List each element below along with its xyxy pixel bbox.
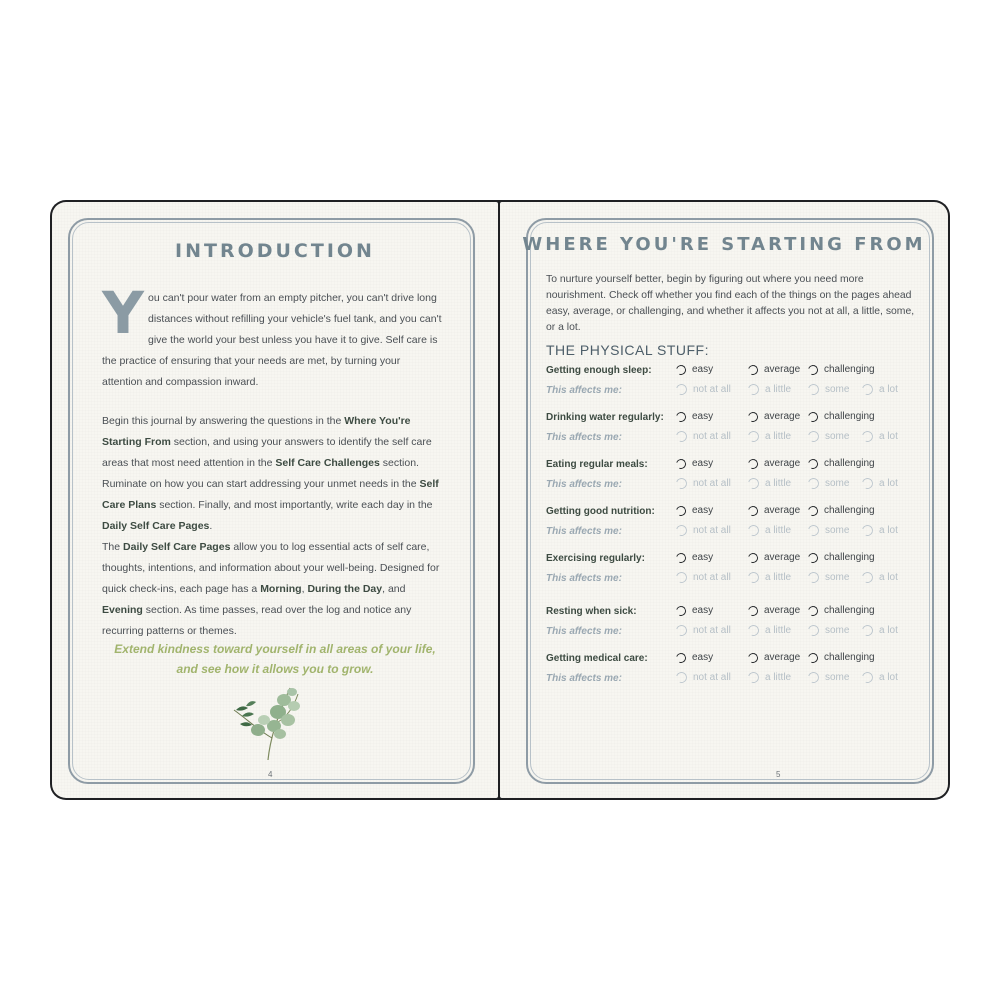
p2-bold-where-starting: Where You're Starting From <box>102 415 411 448</box>
checkbox-circle-icon[interactable] <box>806 623 821 638</box>
quote-line-2: and see how it allows you to grow. <box>176 662 374 676</box>
checkbox-circle-icon[interactable] <box>746 670 761 685</box>
checkbox-circle-icon[interactable] <box>806 504 819 517</box>
affects-label: This affects me: <box>546 673 622 684</box>
affects-option-label: some <box>825 478 850 489</box>
item-label: Drinking water regularly: <box>546 412 664 423</box>
journal-spread <box>50 200 950 800</box>
affects-option-some[interactable] <box>808 572 849 583</box>
affects-option-some[interactable] <box>808 431 849 442</box>
affects-option-not-at-all[interactable] <box>676 572 731 583</box>
rating-option-challenging[interactable] <box>808 411 875 422</box>
checkbox-circle-icon[interactable] <box>806 604 819 617</box>
rating-option-average[interactable] <box>748 364 800 375</box>
checkbox-circle-icon[interactable] <box>746 429 761 444</box>
rating-option-label: easy <box>692 552 714 563</box>
affects-option-label: a little <box>765 672 792 683</box>
physical-stuff-title: THE PHYSICAL STUFF: <box>546 342 710 358</box>
affects-option-a-lot[interactable] <box>862 478 898 489</box>
p3-text-4: , and <box>382 583 406 595</box>
checkbox-circle-icon[interactable] <box>860 476 875 491</box>
affects-label: This affects me: <box>546 479 622 490</box>
rating-option-label: average <box>764 652 801 663</box>
checkbox-circle-icon[interactable] <box>674 476 689 491</box>
affects-option-a-little[interactable] <box>748 625 791 636</box>
checkbox-circle-icon[interactable] <box>746 410 759 423</box>
rating-option-easy[interactable] <box>676 364 713 375</box>
p2-text-1: Begin this journal by answering the questions in the <box>102 415 345 427</box>
checkbox-circle-icon[interactable] <box>674 604 687 617</box>
rating-option-easy[interactable] <box>676 505 713 516</box>
rating-option-easy[interactable] <box>676 458 713 469</box>
p2-bold-challenges: Self Care Challenges <box>275 457 380 469</box>
affects-option-label: a little <box>765 478 792 489</box>
affects-option-label: not at all <box>693 384 731 395</box>
rating-option-label: average <box>764 364 801 375</box>
rating-option-average[interactable] <box>748 652 800 663</box>
page-number-right: 5 <box>776 770 781 779</box>
affects-option-not-at-all[interactable] <box>676 384 731 395</box>
checkbox-circle-icon[interactable] <box>746 457 759 470</box>
affects-option-label: a lot <box>879 525 898 536</box>
rating-option-label: easy <box>692 411 714 422</box>
affects-option-label: a little <box>765 384 792 395</box>
rating-option-challenging[interactable] <box>808 505 875 516</box>
rating-option-label: challenging <box>824 552 875 563</box>
checklist-row-resting <box>546 603 926 623</box>
affects-option-some[interactable] <box>808 672 849 683</box>
rating-option-average[interactable] <box>748 505 800 516</box>
affects-option-label: not at all <box>693 572 731 583</box>
checkbox-circle-icon[interactable] <box>806 476 821 491</box>
checkbox-circle-icon[interactable] <box>674 551 687 564</box>
p3-bold-evening: Evening <box>102 604 143 616</box>
p3-text-2: allow you to log essential acts of self care, thoughts, intentions, and information about your well-being. Designed for quick check-ins, each page has a <box>102 541 440 595</box>
checkbox-circle-icon[interactable] <box>860 670 875 685</box>
eucalyptus-sprig-icon <box>228 680 318 762</box>
affects-option-a-lot[interactable] <box>862 572 898 583</box>
checkbox-circle-icon[interactable] <box>860 570 875 585</box>
item-label: Getting enough sleep: <box>546 365 652 376</box>
rating-option-label: easy <box>692 652 714 663</box>
checkbox-circle-icon[interactable] <box>806 429 821 444</box>
affects-option-not-at-all[interactable] <box>676 525 731 536</box>
rating-option-challenging[interactable] <box>808 652 875 663</box>
checklist-row-sleep <box>546 362 926 382</box>
p3-text-1: The <box>102 541 124 553</box>
affects-option-label: a little <box>765 525 792 536</box>
affects-option-label: a little <box>765 572 792 583</box>
rating-option-label: average <box>764 458 801 469</box>
rating-option-label: easy <box>692 505 714 516</box>
quote-line-1: Extend kindness toward yourself in all areas of your life, <box>114 642 436 656</box>
checkbox-circle-icon[interactable] <box>674 429 689 444</box>
affects-option-a-little[interactable] <box>748 384 791 395</box>
checkbox-circle-icon[interactable] <box>746 504 759 517</box>
checklist-row-water <box>546 409 926 429</box>
checkbox-circle-icon[interactable] <box>746 523 761 538</box>
affects-row-water <box>546 429 926 449</box>
checklist-row-nutrition <box>546 503 926 523</box>
checkbox-circle-icon[interactable] <box>746 476 761 491</box>
rating-option-label: average <box>764 411 801 422</box>
checkbox-circle-icon[interactable] <box>674 363 687 376</box>
p3-text-3: , <box>301 583 308 595</box>
checkbox-circle-icon[interactable] <box>674 651 687 664</box>
affects-option-some[interactable] <box>808 478 849 489</box>
checkbox-circle-icon[interactable] <box>674 670 689 685</box>
rating-option-label: easy <box>692 605 714 616</box>
checkbox-circle-icon[interactable] <box>746 551 759 564</box>
checkbox-circle-icon[interactable] <box>860 523 875 538</box>
checkbox-circle-icon[interactable] <box>806 651 819 664</box>
introduction-title: INTRODUCTION <box>175 240 375 262</box>
checklist-row-exercise <box>546 550 926 570</box>
affects-option-label: not at all <box>693 625 731 636</box>
rating-option-label: challenging <box>824 605 875 616</box>
checkbox-circle-icon[interactable] <box>746 623 761 638</box>
p2-text-5: . <box>209 520 213 532</box>
affects-option-a-little[interactable] <box>748 478 791 489</box>
affects-option-not-at-all[interactable] <box>676 478 731 489</box>
checkbox-circle-icon[interactable] <box>746 651 759 664</box>
intro-paragraph-3 <box>102 537 442 642</box>
checklist-row-medical <box>546 650 926 670</box>
checkbox-circle-icon[interactable] <box>806 670 821 685</box>
rating-option-average[interactable] <box>748 411 800 422</box>
affects-option-a-lot[interactable] <box>862 384 898 395</box>
rating-option-challenging[interactable] <box>808 364 875 375</box>
rating-option-easy[interactable] <box>676 652 713 663</box>
affects-option-not-at-all[interactable] <box>676 672 731 683</box>
affects-option-label: a lot <box>879 384 898 395</box>
checkbox-circle-icon[interactable] <box>806 551 819 564</box>
p2-text-4: section. Finally, and most importantly, write each day in the <box>156 499 433 511</box>
affects-option-some[interactable] <box>808 625 849 636</box>
rating-option-label: average <box>764 505 801 516</box>
drop-cap: Y <box>102 279 144 347</box>
affects-option-not-at-all[interactable] <box>676 625 731 636</box>
affects-label: This affects me: <box>546 573 622 584</box>
affects-option-label: some <box>825 431 850 442</box>
affects-option-label: some <box>825 625 850 636</box>
checkbox-circle-icon[interactable] <box>746 363 759 376</box>
affects-option-label: a little <box>765 431 792 442</box>
checkbox-circle-icon[interactable] <box>674 410 687 423</box>
affects-option-label: some <box>825 672 850 683</box>
p2-bold-plans: Self Care Plans <box>102 478 439 511</box>
affects-option-label: a lot <box>879 672 898 683</box>
affects-option-label: a lot <box>879 572 898 583</box>
rating-option-label: average <box>764 552 801 563</box>
checkbox-circle-icon[interactable] <box>674 623 689 638</box>
rating-option-average[interactable] <box>748 458 800 469</box>
checkbox-circle-icon[interactable] <box>746 382 761 397</box>
affects-option-a-lot[interactable] <box>862 625 898 636</box>
affects-row-exercise <box>546 570 926 590</box>
kindness-quote <box>92 639 458 679</box>
rating-option-label: challenging <box>824 652 875 663</box>
checkbox-circle-icon[interactable] <box>674 523 689 538</box>
affects-row-sleep <box>546 382 926 402</box>
affects-option-label: a lot <box>879 625 898 636</box>
checkbox-circle-icon[interactable] <box>674 457 687 470</box>
affects-option-label: some <box>825 525 850 536</box>
rating-option-label: average <box>764 605 801 616</box>
checkbox-circle-icon[interactable] <box>806 457 819 470</box>
affects-row-nutrition <box>546 523 926 543</box>
intro-paragraph-2 <box>102 411 442 537</box>
affects-option-label: a lot <box>879 431 898 442</box>
p2-bold-daily-pages: Daily Self Care Pages <box>102 520 210 532</box>
item-label: Exercising regularly: <box>546 553 645 564</box>
page-number-left: 4 <box>268 770 273 779</box>
affects-option-a-little[interactable] <box>748 672 791 683</box>
affects-option-label: not at all <box>693 672 731 683</box>
checkbox-circle-icon[interactable] <box>860 623 875 638</box>
affects-option-a-lot[interactable] <box>862 431 898 442</box>
affects-row-meals <box>546 476 926 496</box>
affects-option-label: not at all <box>693 525 731 536</box>
rating-option-challenging[interactable] <box>808 552 875 563</box>
affects-option-label: some <box>825 572 850 583</box>
right-page <box>500 202 948 798</box>
rating-option-label: challenging <box>824 505 875 516</box>
checklist-row-meals <box>546 456 926 476</box>
rating-option-challenging[interactable] <box>808 605 875 616</box>
affects-option-some[interactable] <box>808 384 849 395</box>
affects-option-a-little[interactable] <box>748 525 791 536</box>
p2-text-3: section. Ruminate on how you can start addressing your unmet needs in the <box>102 457 420 490</box>
p3-bold-daily-pages: Daily Self Care Pages <box>123 541 231 553</box>
checkbox-circle-icon[interactable] <box>860 429 875 444</box>
affects-option-label: not at all <box>693 431 731 442</box>
affects-option-a-little[interactable] <box>748 431 791 442</box>
affects-label: This affects me: <box>546 385 622 396</box>
item-label: Getting medical care: <box>546 653 648 664</box>
rating-option-label: challenging <box>824 458 875 469</box>
affects-option-a-lot[interactable] <box>862 672 898 683</box>
p3-text-5: section. As time passes, read over the log and notice any recurring patterns or themes. <box>102 604 412 637</box>
rating-option-label: easy <box>692 458 714 469</box>
affects-option-label: not at all <box>693 478 731 489</box>
checkbox-circle-icon[interactable] <box>746 604 759 617</box>
affects-row-resting <box>546 623 926 643</box>
rating-option-easy[interactable] <box>676 552 713 563</box>
rating-option-average[interactable] <box>748 552 800 563</box>
affects-label: This affects me: <box>546 626 622 637</box>
checkbox-circle-icon[interactable] <box>806 523 821 538</box>
where-starting-title: WHERE YOU'RE STARTING FROM <box>522 234 926 255</box>
p3-bold-during-day: During the Day <box>307 583 383 595</box>
p2-text-2: section, and using your answers to identify the self care areas that most need attention in the <box>102 436 432 469</box>
rating-option-label: easy <box>692 364 714 375</box>
item-label: Getting good nutrition: <box>546 506 655 517</box>
starting-intro-text: To nurture yourself better, begin by figuring out where you need more nourishment. Check off whether you find each of the things on the pages ahead easy, average, or challenging, and whether it affects you not at all, a little, some, or a lot. <box>546 274 915 333</box>
intro-paragraph-1 <box>102 279 442 393</box>
rating-option-label: challenging <box>824 364 875 375</box>
checkbox-circle-icon[interactable] <box>674 570 689 585</box>
checkbox-circle-icon[interactable] <box>806 570 821 585</box>
affects-option-a-lot[interactable] <box>862 525 898 536</box>
item-label: Resting when sick: <box>546 606 637 617</box>
affects-label: This affects me: <box>546 526 622 537</box>
rating-option-label: challenging <box>824 411 875 422</box>
rating-option-average[interactable] <box>748 605 800 616</box>
rating-option-challenging[interactable] <box>808 458 875 469</box>
item-label: Eating regular meals: <box>546 459 648 470</box>
affects-option-a-little[interactable] <box>748 572 791 583</box>
affects-option-not-at-all[interactable] <box>676 431 731 442</box>
affects-option-some[interactable] <box>808 525 849 536</box>
affects-label: This affects me: <box>546 432 622 443</box>
affects-option-label: some <box>825 384 850 395</box>
affects-row-medical <box>546 670 926 690</box>
rating-option-easy[interactable] <box>676 605 713 616</box>
affects-option-label: a lot <box>879 478 898 489</box>
checkbox-circle-icon[interactable] <box>806 382 821 397</box>
left-page <box>52 202 498 798</box>
rating-option-easy[interactable] <box>676 411 713 422</box>
intro-paragraph-1-text: ou can't pour water from an empty pitcher, you can't drive long distances without refilling your vehicle's fuel tank, and you can't give the world your best unless you have it to give. Self care is the practice of ensuring that your needs are met, by turning your attention and compassion inward. <box>102 292 442 388</box>
checkbox-circle-icon[interactable] <box>674 504 687 517</box>
checkbox-circle-icon[interactable] <box>860 382 875 397</box>
affects-option-label: a little <box>765 625 792 636</box>
checkbox-circle-icon[interactable] <box>674 382 689 397</box>
p3-bold-morning: Morning <box>260 583 302 595</box>
checkbox-circle-icon[interactable] <box>746 570 761 585</box>
checkbox-circle-icon[interactable] <box>806 363 819 376</box>
checkbox-circle-icon[interactable] <box>806 410 819 423</box>
